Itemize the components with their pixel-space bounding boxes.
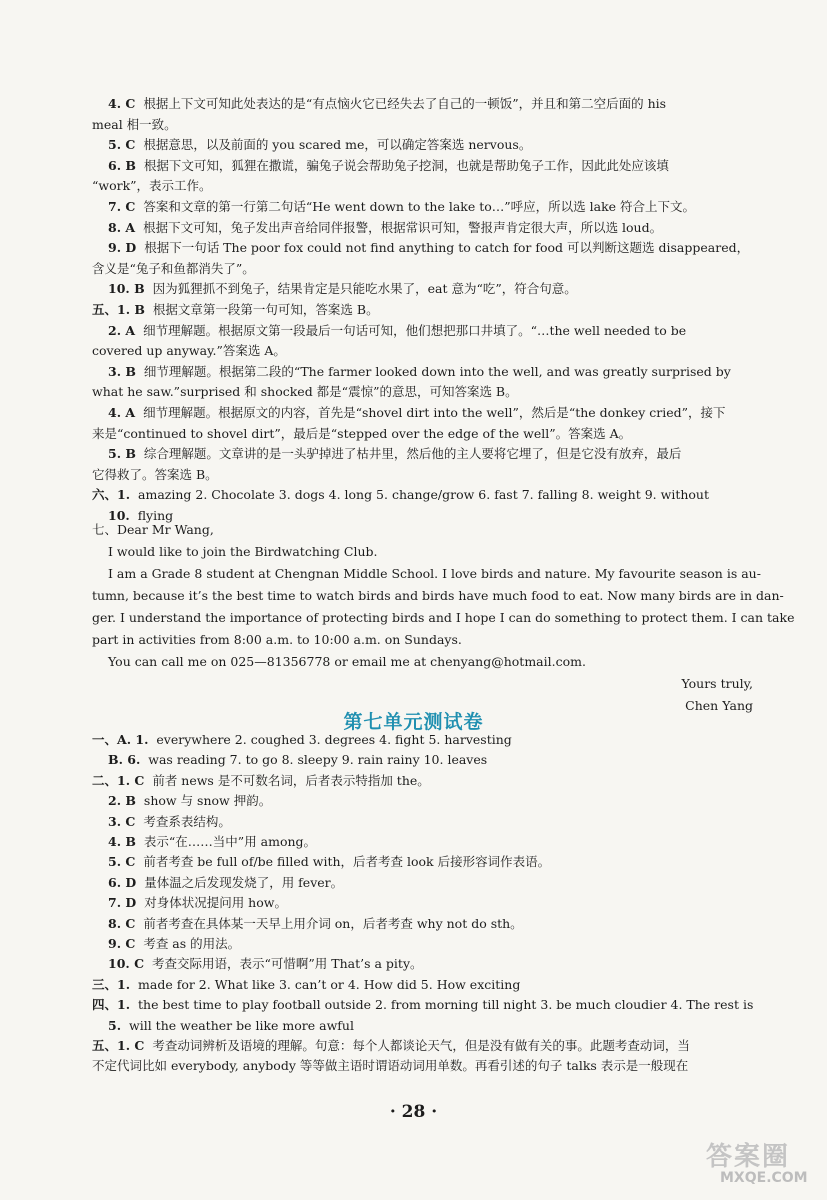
answer-line [108, 956, 423, 972]
answer-text: made for 2. What like 3. can’t or 4. How did 5. How exciting [138, 976, 521, 992]
page-number: · 28 · [389, 1102, 438, 1122]
answer-line [108, 405, 726, 421]
answer-number: 5. C [108, 137, 136, 153]
letter-paragraph-2-line-1: I am a Grade 8 student at Chengnan Middle School. I love birds and nature. My favourite season is au- [108, 566, 761, 581]
answer-number: 2. A [108, 322, 136, 338]
answer-text: will the weather be like more awful [129, 1017, 354, 1033]
answer-text: 根据下文可知，狐狸在撒谎，骗兔子说会帮助兔子挖洞，也就是帮助兔子工作，因此此处应该填 [143, 157, 669, 173]
answer-number: 7. D [108, 895, 137, 911]
answer-number: 2. B [108, 793, 136, 809]
answer-number: 5. C [108, 854, 136, 870]
watermark-main-text: 答案圈 [706, 1142, 791, 1172]
letter-paragraph-2-line-3: ger. I understand the importance of protecting birds and I hope I can do something to protect them. I can take [92, 610, 795, 625]
answer-number: 一、A. 1. [92, 732, 149, 747]
answer-text: 考查系表结构。 [143, 813, 231, 829]
answer-number: 六、1. [92, 487, 131, 503]
answer-number: 5. B [108, 446, 136, 462]
answer-text: 前者考查在具体某一天早上用介词 on，后者考查 why not do sth。 [143, 915, 523, 931]
answer-text: 细节理解题。根据原文的内容，首先是“shovel dirt into the well”，然后是“the donkey cried”，接下 [143, 405, 726, 420]
answer-text: 综合理解题。文章讲的是一头驴掉进了枯井里，然后他的主人要将它埋了，但是它没有放弃，最后 [143, 446, 682, 462]
answer-line [92, 1038, 690, 1054]
answer-number: 8. C [108, 915, 136, 931]
answer-number: 10. C [108, 956, 145, 972]
answer-text: amazing 2. Chocolate 3. dogs 4. long 5. change/grow 6. fast 7. falling 8. weight 9. without [138, 487, 709, 503]
answer-line [108, 916, 523, 932]
answer-line [108, 158, 669, 174]
answer-text: what he saw.”surprised 和 shocked 都是“震惊”的意思，可知答案选 B。 [92, 384, 518, 400]
letter-heading: 七、Dear Mr Wang, [92, 522, 214, 537]
answer-text: 答案和文章的第一行第二句话“He went down to the lake to…”呼应，所以选 lake 符合上下文。 [143, 199, 696, 214]
answer-number: 二、1. C [92, 772, 145, 788]
letter-paragraph-2-line-4: part in activities from 8:00 a.m. to 10:00 a.m. on Sundays. [92, 632, 462, 647]
answer-text: 根据上下文可知此处表达的是“有点恼火它已经失去了自己的一顿饭”，并且和第二空后面的 his [143, 96, 667, 111]
answer-line [92, 997, 753, 1013]
answer-number: 4. C [108, 96, 136, 111]
answer-line [108, 895, 287, 911]
answer-number: 4. A [108, 405, 136, 420]
answer-number: 7. C [108, 199, 136, 214]
answer-line [92, 977, 520, 993]
answer-line [92, 261, 255, 277]
answer-text: “work”，表示工作。 [92, 178, 212, 194]
answer-line [92, 343, 286, 359]
answer-text: 根据下文可知，兔子发出声音给同伴报警，根据常识可知，警报声肯定很大声，所以选 loud。 [143, 219, 663, 235]
answer-number: B. 6. [108, 752, 141, 768]
letter-signature: Chen Yang [685, 698, 753, 713]
answer-number: 三、1. [92, 976, 131, 992]
answer-text: 考查 as 的用法。 [143, 936, 241, 951]
answer-line [108, 1018, 354, 1034]
answer-text: 考查交际用语，表示“可惜啊”用 That’s a pity。 [152, 956, 423, 972]
answer-text: was reading 7. to go 8. sleepy 9. rain rainy 10. leaves [148, 752, 488, 768]
answer-text: 表示“在……当中”用 among。 [143, 834, 317, 849]
answer-text: 根据意思，以及前面的 you scared me，可以确定答案选 nervous。 [143, 137, 532, 153]
answer-text: covered up anyway.”答案选 A。 [92, 343, 286, 359]
answer-text: 前者 news 是不可数名词，后者表示特指加 the。 [152, 772, 430, 788]
answer-line [108, 240, 749, 256]
answer-text: 量体温之后发现发烧了，用 fever。 [144, 874, 344, 890]
answer-line [108, 854, 550, 870]
answer-number: 6. B [108, 157, 136, 173]
answer-text: everywhere 2. coughed 3. degrees 4. fight 5. harvesting [156, 732, 512, 747]
letter-paragraph-3: You can call me on 025—81356778 or email me at chenyang@hotmail.com. [108, 654, 586, 669]
answer-line [108, 793, 271, 809]
answer-number: 9. C [108, 936, 136, 951]
answer-line [108, 220, 662, 236]
answer-text: 考查动词辨析及语境的理解。句意：每个人都谈论天气，但是没有做有关的事。此题考查动词，当 [152, 1038, 690, 1053]
answer-line [92, 732, 512, 748]
answer-number: 10. [108, 508, 130, 523]
answer-line [92, 117, 177, 133]
answer-line [92, 426, 631, 442]
answer-line [108, 814, 231, 830]
answer-line [108, 199, 695, 215]
answer-text: 它得救了。答案选 B。 [92, 466, 218, 482]
answer-line [108, 752, 487, 768]
answer-line [92, 302, 379, 318]
answer-text: 细节理解题。根据原文第一段最后一句话可知，他们想把那口井填了。“…the well needed to be [143, 322, 687, 338]
answer-text: the best time to play football outside 2. from morning till night 3. be much cloudier 4. The rest is [138, 997, 754, 1013]
answer-text: 不定代词比如 everybody, anybody 等等做主语时谓语动词用单数。再看引述的句子 talks 表示是一般现在 [92, 1058, 689, 1074]
watermark-logo [706, 1136, 818, 1192]
answer-text: show 与 snow 押韵。 [143, 793, 272, 809]
answer-line [108, 137, 531, 153]
answer-text: 含义是“兔子和鱼都消失了”。 [92, 260, 255, 276]
answer-line [108, 96, 666, 112]
answer-line [108, 446, 681, 462]
answer-number: 5. [108, 1017, 122, 1033]
answer-text: 因为狐狸抓不到兔子，结果肯定是只能吃水果了，eat 意为“吃”，符合句意。 [152, 281, 577, 297]
answer-number: 五、1. B [92, 302, 145, 317]
answer-line [92, 467, 218, 483]
answer-line [108, 364, 731, 380]
answer-line [108, 834, 316, 850]
answer-text: 来是“continued to shovel dirt”，最后是“stepped over the edge of the well”。答案选 A。 [92, 425, 632, 441]
answer-number: 五、1. C [92, 1038, 145, 1053]
letter-paragraph-1: I would like to join the Birdwatching Club. [108, 544, 378, 559]
answer-line [92, 178, 212, 194]
letter-paragraph-2-line-2: tumn, because it’s the best time to watch birds and birds have much food to eat. Now many birds are in dan- [92, 588, 784, 603]
answer-number: 3. C [108, 813, 136, 829]
answer-line [108, 281, 577, 297]
letter-closing: Yours truly, [681, 676, 753, 691]
answer-number: 8. A [108, 219, 136, 235]
answer-text: flying [137, 508, 174, 523]
answer-text: 对身体状况提问用 how。 [144, 895, 287, 911]
answer-line [92, 384, 518, 400]
answer-text: 根据下一句话 The poor fox could not find anything to catch for food 可以判断这题选 disappeared， [144, 240, 750, 256]
answer-number: 3. B [108, 363, 136, 379]
answer-text: 根据文章第一段第一句可知，答案选 B。 [152, 302, 379, 317]
answer-line [92, 487, 709, 503]
answer-line [108, 875, 343, 891]
answer-number: 9. D [108, 240, 137, 256]
answer-number: 6. D [108, 874, 137, 890]
answer-line [108, 323, 686, 339]
watermark-url: MXQE.COM [720, 1170, 808, 1186]
answer-text: meal 相一致。 [92, 116, 177, 132]
answer-number: 4. B [108, 834, 136, 849]
answer-text: 前者考查 be full of/be filled with，后者考查 look 后接形容词作表语。 [143, 854, 551, 870]
section-title: 第七单元测试卷 [343, 711, 484, 733]
answer-line [92, 1058, 688, 1074]
answer-number: 10. B [108, 281, 145, 297]
answer-line [108, 936, 240, 952]
answer-line [92, 773, 430, 789]
answer-number: 四、1. [92, 997, 131, 1013]
answer-text: 细节理解题。根据第二段的“The farmer looked down into the well, and was greatly surprised by [143, 363, 731, 379]
